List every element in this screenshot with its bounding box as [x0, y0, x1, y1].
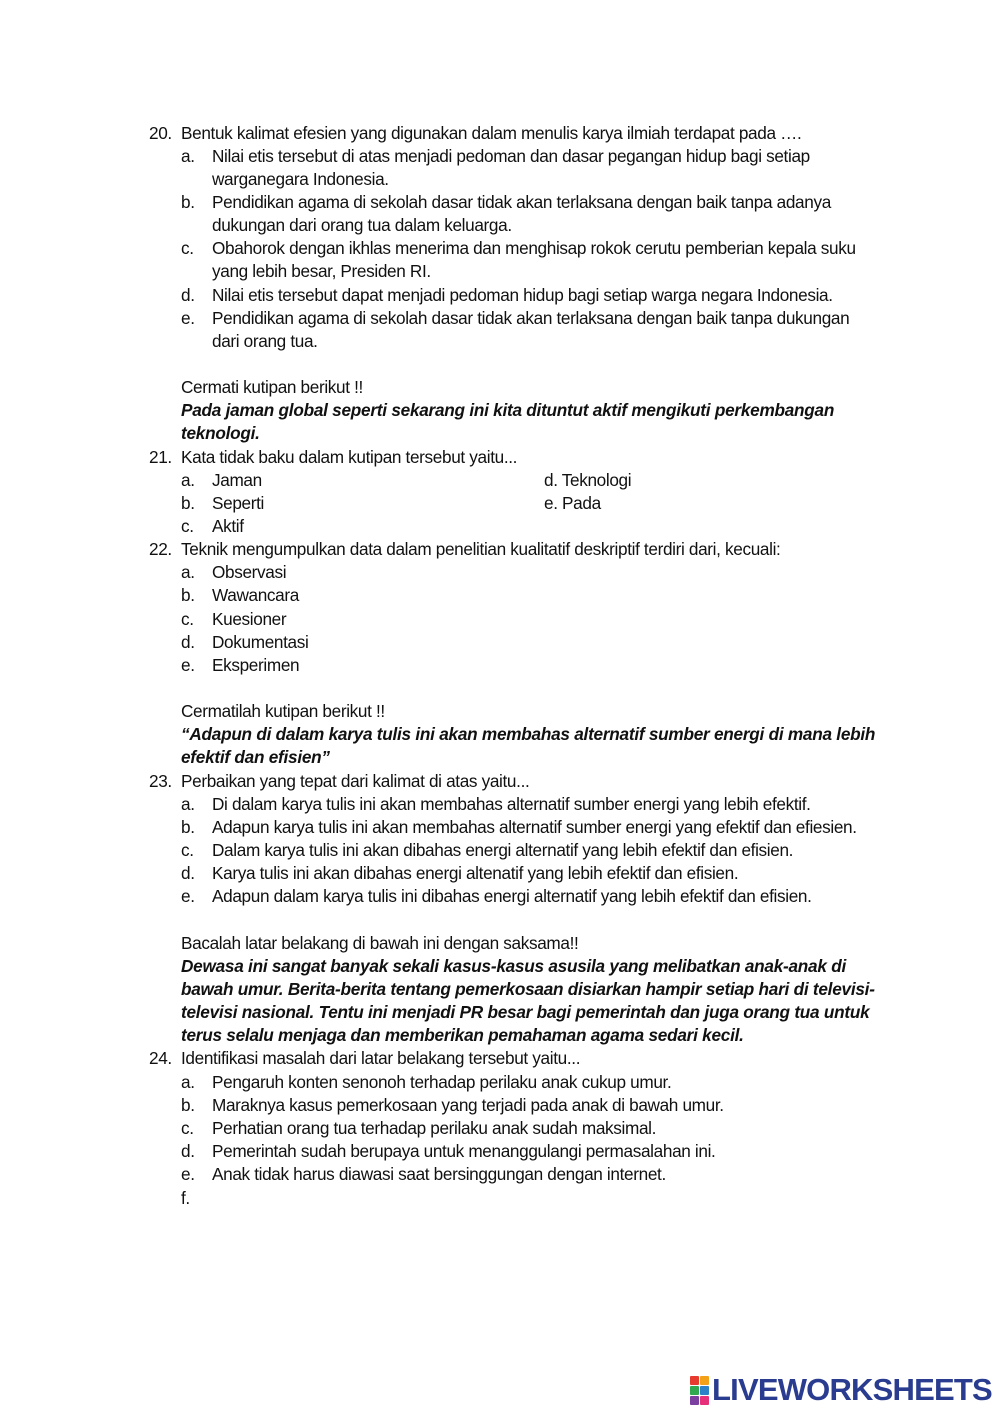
option-letter: b. [181, 585, 195, 605]
option-letter: c. [181, 609, 194, 629]
option-letter: d. [181, 863, 195, 883]
option-letter: a. [181, 1072, 195, 1092]
option-text: e. Pada [544, 493, 601, 513]
question-number: 21. [149, 447, 172, 467]
question-number: 22. [149, 539, 172, 559]
option-text-continued: dari orang tua. [212, 331, 318, 351]
option-text-continued: dukungan dari orang tua dalam keluarga. [212, 215, 512, 235]
option-letter: c. [181, 516, 194, 536]
liveworksheets-logo-icon [690, 1376, 709, 1405]
option-text: Maraknya kasus pemerkosaan yang terjadi pada anak di bawah umur. [212, 1095, 724, 1115]
option-letter: c. [181, 840, 194, 860]
option-letter: e. [181, 1164, 195, 1184]
option-letter: f. [181, 1188, 190, 1208]
passage-quote: “Adapun di dalam karya tulis ini akan membahas alternatif sumber energi di mana lebih [181, 724, 876, 744]
option-text: Pendidikan agama di sekolah dasar tidak akan terlaksana dengan baik tanpa dukungan [212, 308, 850, 328]
question-number: 23. [149, 771, 172, 791]
option-text: Jaman [212, 470, 262, 490]
logo-tile [700, 1396, 709, 1405]
option-letter: d. [181, 632, 195, 652]
option-text: Kuesioner [212, 609, 287, 629]
option-text: Karya tulis ini akan dibahas energi altenatif yang lebih efektif dan efisien. [212, 863, 739, 883]
option-text: Aktif [212, 516, 244, 536]
question-number: 24. [149, 1048, 172, 1068]
brand-logo[interactable] [690, 1373, 992, 1407]
logo-tile [690, 1396, 699, 1405]
option-text: Di dalam karya tulis ini akan membahas alternatif sumber energi yang lebih efektif. [212, 794, 811, 814]
option-text: Nilai etis tersebut di atas menjadi pedoman dan dasar pegangan hidup bagi setiap [212, 146, 810, 166]
passage-intro: Bacalah latar belakang di bawah ini dengan saksama!! [181, 933, 579, 953]
question-text: Teknik mengumpulkan data dalam penelitian kualitatif deskriptif terdiri dari, kecuali: [181, 539, 781, 559]
question-text: Perbaikan yang tepat dari kalimat di atas yaitu... [181, 771, 530, 791]
option-text: Pengaruh konten senonoh terhadap perilaku anak cukup umur. [212, 1072, 672, 1092]
option-letter: b. [181, 817, 195, 837]
option-text-continued: warganegara Indonesia. [212, 169, 389, 189]
option-letter: e. [181, 308, 195, 328]
option-text: Adapun karya tulis ini akan membahas alternatif sumber energi yang efektif dan efiesien. [212, 817, 857, 837]
option-text: Dalam karya tulis ini akan dibahas energi alternatif yang lebih efektif dan efisien. [212, 840, 794, 860]
option-letter: c. [181, 1118, 194, 1138]
option-letter: a. [181, 562, 195, 582]
passage-quote-continued: televisi nasional. Tentu ini menjadi PR besar bagi pemerintah dan juga orang tua untuk [181, 1002, 870, 1022]
logo-tile [700, 1376, 709, 1385]
option-letter: a. [181, 470, 195, 490]
question-text: Bentuk kalimat efesien yang digunakan dalam menulis karya ilmiah terdapat pada …. [181, 123, 802, 143]
passage-quote-continued: efektif dan efisien” [181, 747, 330, 767]
option-text: Nilai etis tersebut dapat menjadi pedoman hidup bagi setiap warga negara Indonesia. [212, 285, 833, 305]
option-text: Anak tidak harus diawasi saat bersinggungan dengan internet. [212, 1164, 666, 1184]
option-text: d. Teknologi [544, 470, 632, 490]
logo-tile [690, 1386, 699, 1395]
question-number: 20. [149, 123, 172, 143]
option-text: Adapun dalam karya tulis ini dibahas energi alternatif yang lebih efektif dan efisien. [212, 886, 812, 906]
question-text: Kata tidak baku dalam kutipan tersebut yaitu... [181, 447, 518, 467]
option-letter: b. [181, 1095, 195, 1115]
option-letter: e. [181, 655, 195, 675]
brand-name: LIVEWORKSHEETS [712, 1372, 992, 1408]
logo-tile [690, 1376, 699, 1385]
option-text: Eksperimen [212, 655, 300, 675]
option-text: Dokumentasi [212, 632, 309, 652]
passage-quote: Dewasa ini sangat banyak sekali kasus-kasus asusila yang melibatkan anak-anak di [181, 956, 846, 976]
option-text: Seperti [212, 493, 265, 513]
passage-intro: Cermati kutipan berikut !! [181, 377, 363, 397]
passage-quote-continued: bawah umur. Berita-berita tentang pemerkosaan disiarkan hampir setiap hari di televisi- [181, 979, 875, 999]
option-letter: a. [181, 794, 195, 814]
passage-quote-continued: teknologi. [181, 423, 260, 443]
option-letter: e. [181, 886, 195, 906]
passage-quote-continued: terus selalu menjaga dan memberikan pemahaman agama sedari kecil. [181, 1025, 744, 1045]
passage-intro: Cermatilah kutipan berikut !! [181, 701, 385, 721]
logo-tile [700, 1386, 709, 1395]
option-text: Obahorok dengan ikhlas menerima dan menghisap rokok cerutu pemberian kepala suku [212, 238, 856, 258]
option-letter: d. [181, 1141, 195, 1161]
passage-quote: Pada jaman global seperti sekarang ini kita dituntut aktif mengikuti perkembangan [181, 400, 835, 420]
option-letter: b. [181, 493, 195, 513]
option-text: Pemerintah sudah berupaya untuk menanggulangi permasalahan ini. [212, 1141, 716, 1161]
option-letter: b. [181, 192, 195, 212]
option-text: Wawancara [212, 585, 299, 605]
option-letter: c. [181, 238, 194, 258]
option-text-continued: yang lebih besar, Presiden RI. [212, 261, 431, 281]
option-text: Pendidikan agama di sekolah dasar tidak akan terlaksana dengan baik tanpa adanya [212, 192, 831, 212]
option-letter: d. [181, 285, 195, 305]
question-text: Identifikasi masalah dari latar belakang tersebut yaitu... [181, 1048, 581, 1068]
option-letter: a. [181, 146, 195, 166]
option-text: Observasi [212, 562, 287, 582]
option-text: Perhatian orang tua terhadap perilaku anak sudah maksimal. [212, 1118, 657, 1138]
